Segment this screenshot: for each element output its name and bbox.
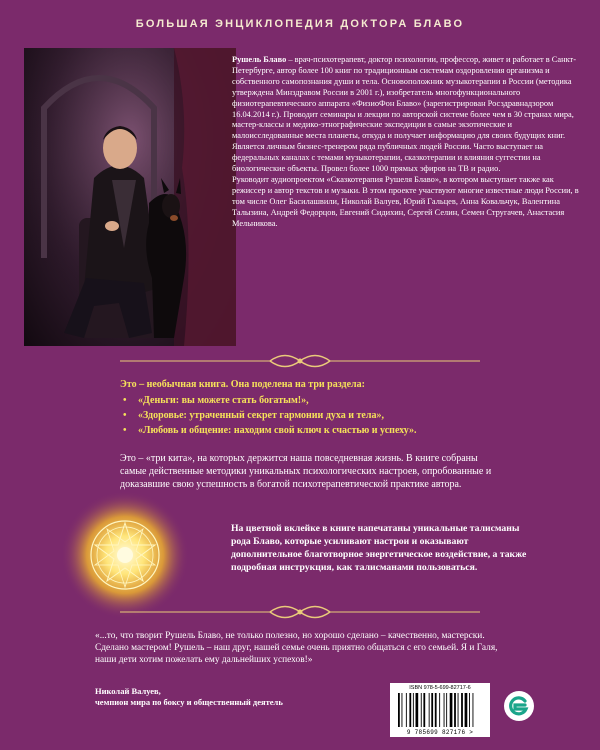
bullet-icon: • — [123, 410, 127, 421]
ornament-divider — [120, 352, 480, 370]
list-item: • «Деньги: вы можете стать богатым!», — [123, 395, 309, 406]
sections-list — [120, 394, 500, 437]
quote-author — [95, 686, 395, 708]
publisher-logo-icon — [503, 690, 535, 722]
quote-author-name: Николай Валуев, — [95, 686, 161, 696]
ornament-divider — [120, 603, 480, 621]
quote-author-title: чемпион мира по боксу и общественный деятель — [95, 697, 283, 707]
bullet-icon: • — [123, 395, 127, 406]
barcode — [390, 683, 490, 737]
author-bio-text: – врач-психотерапевт, доктор психологии, профессор, живет и работает в Санкт-Петербурге, автор более 100 книг по традиционным системам оздоровления организма и собственного самопознания души и тела. Основоположник музыкотерапии в России (методика утверждена Минздравом России в 2001 г.), изобретатель многофункционального физиотерапевтического аппарата «ФизиоФон Блаво» (зарегистрирован Росздравнадзором 16.04.2014 г.). Проводит семинары и лекции по авторской системе более чем в 30 странах мира, мастер-классы и медико-этнографические экспедиции в самые экзотические и малоисследованные места планеты, откуда и получает информацию для своих будущих книг. Является личным бизнес-тренером ряда публичных людей России. Часто выступает на федеральных каналах с темами музыкотерапии, сказкотерапии и влияния суггестии на биологические объекты. Провел более 1000 прямых эфиров на ТВ и радио. — [232, 55, 577, 174]
talisman-star-icon — [60, 490, 190, 620]
series-title: БОЛЬШАЯ ЭНЦИКЛОПЕДИЯ ДОКТОРА БЛАВО — [135, 18, 465, 30]
talisman-text: На цветной вклейке в книге напечатаны уникальные талисманы рода Блаво, которые усиливают настрои и оказывают дополнительное благотворное энергетическое воздействие, а также подробная инструкция, как талисманами пользоваться. — [231, 523, 527, 573]
barcode-number: 9 785699 827176 > — [406, 729, 474, 736]
author-name: Рушель Блаво — [232, 55, 287, 64]
review-quote: «...то, что творит Рушель Блаво, не только полезно, но хорошо сделано – качественно, мастерски. Сделано мастером! Рушель – наш друг, нашей семье очень приятно общаться с его семьей. Я и Галя, наши дети хотим пожелать ему дальнейших успехов!» — [95, 631, 498, 666]
isbn-label: ISBN 978-5-699-82717-6 — [409, 685, 471, 691]
list-item: • «Любовь и общение: находим свой ключ к счастью и успеху». — [123, 425, 417, 436]
author-photo — [24, 48, 236, 346]
list-item: • «Здоровье: утраченный секрет гармонии духа и тела», — [123, 410, 384, 421]
intro-lead: Это – необычная книга. Она поделена на три раздела: — [120, 379, 365, 390]
book-intro — [120, 378, 500, 439]
author-project-text: Руководит аудиопроектом «Сказкотерапия Рушеля Блаво», в котором выступает также как режиссер и автор текстов и музыки. В этом проекте участвуют многие известные люди России, в том числе Олег Басилашвили, Николай Валуев, Юрий Гальцев, Анна Ковальчук, Валентина Талызина, Андрей Федорцов, Евгений Сидихин, Сергей Селин, Семен Стругачев, Анастасия Мельникова. — [232, 174, 579, 228]
three-whales-text: Это – «три кита», на которых держится наша повседневная жизнь. В книге собраны самые действенные методики уникальных психологических настроев, опробованные и доказавшие свою успешность в богатой психотерапевтической практике автора. — [120, 453, 492, 490]
bullet-icon: • — [123, 425, 127, 436]
author-bio — [232, 55, 582, 230]
